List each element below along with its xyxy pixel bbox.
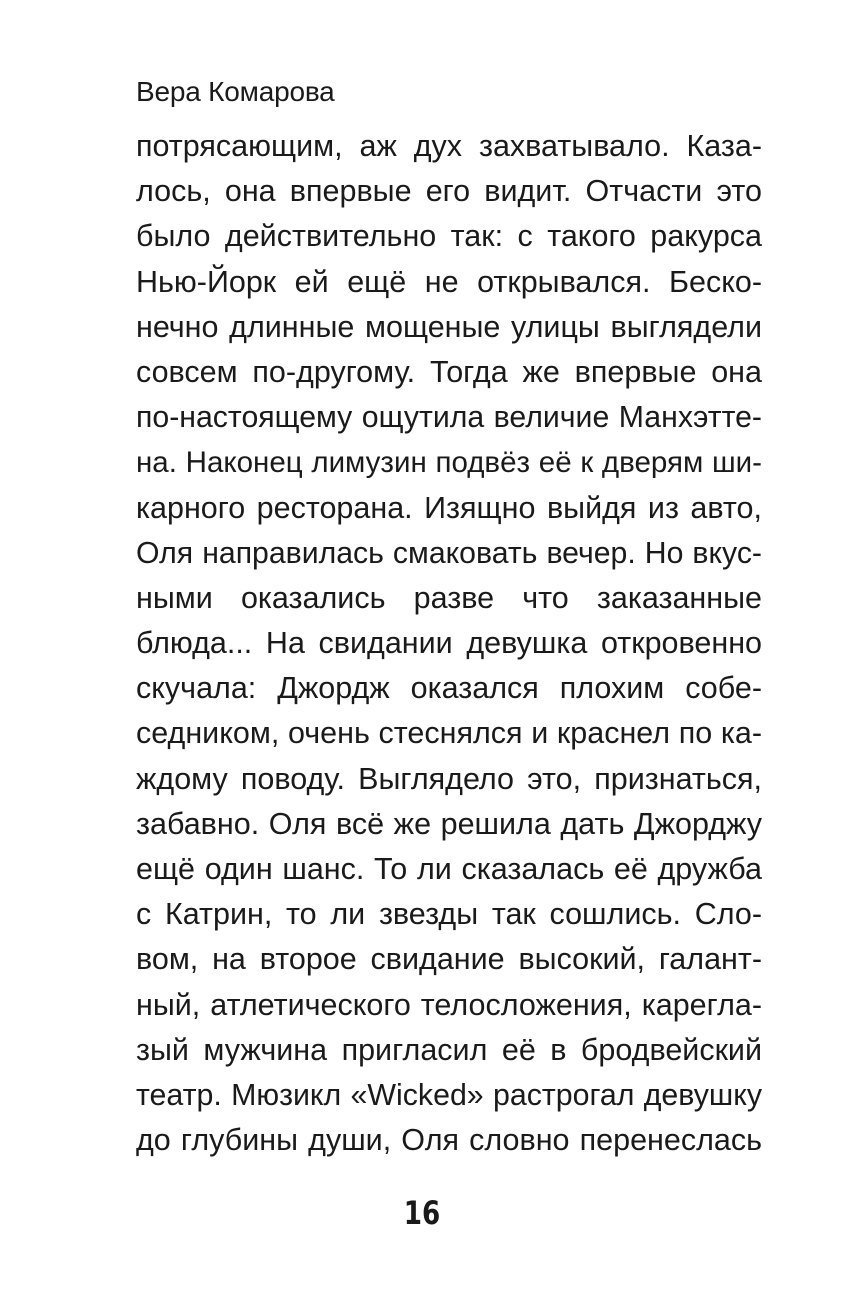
body-text <box>136 124 762 1163</box>
text-line: было действительно так: с такого ракурса <box>136 219 762 254</box>
text-line: театр. Мюзикл «Wicked» растрогал девушку <box>136 1078 762 1112</box>
text-line: ными оказались разве что заказанные <box>136 580 762 615</box>
text-line: нечно длинные мощеные улицы выглядели <box>136 309 762 344</box>
text-line: на. Наконец лимузин подвёз её к дверям ши- <box>136 446 762 480</box>
text-line: седником, очень стеснялся и краснел по ка- <box>136 716 762 751</box>
text-line: до глубины души, Оля словно перенеслась <box>136 1123 762 1158</box>
text-line: скучала: Джордж оказался плохим собе- <box>136 671 762 706</box>
text-line: Нью-Йорк ей ещё не открывался. Беско- <box>136 264 762 299</box>
text-line: ный, атлетического телосложения, карегла- <box>136 987 762 1022</box>
text-line: по-настоящему ощутила величие Манхэтте- <box>136 401 762 435</box>
text-line: забавно. Оля всё же решила дать Джорджу <box>136 806 762 841</box>
text-line: потрясающим, аж дух захватывало. Каза- <box>136 129 762 163</box>
text-line: ещё один шанс. То ли сказалась её дружба <box>136 852 762 886</box>
running-head-author: Вера Комарова <box>136 76 335 107</box>
text-line: лось, она впервые его видит. Отчасти это <box>136 174 762 209</box>
text-line: с Катрин, то ли звезды так сошлись. Сло- <box>136 897 762 932</box>
text-line: ждому поводу. Выглядело это, признаться, <box>136 761 762 796</box>
text-line: Оля направилась смаковать вечер. Но вкус- <box>136 536 762 570</box>
page-number: 16 <box>403 1194 441 1232</box>
text-line: совсем по-другому. Тогда же впервые она <box>136 354 762 389</box>
text-line: карного ресторана. Изящно выйдя из авто, <box>136 490 762 525</box>
text-line: блюда... На свидании девушка откровенно <box>136 626 762 661</box>
text-line: вом, на второе свидание высокий, галант- <box>136 942 762 977</box>
text-line: зый мужчина пригласил её в бродвейский <box>136 1032 762 1067</box>
